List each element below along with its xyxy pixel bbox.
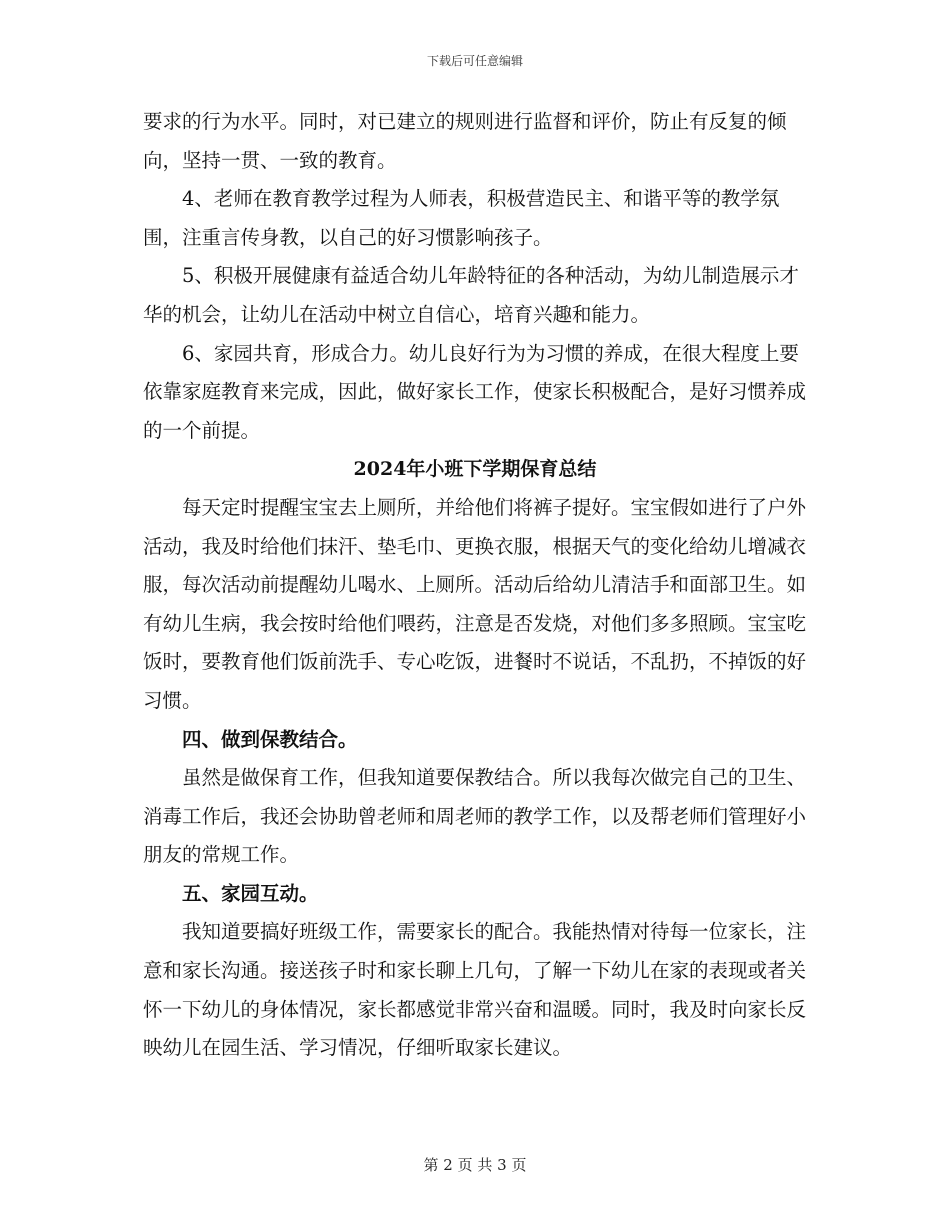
paragraph-item-5: 5、积极开展健康有益适合幼儿年龄特征的各种活动，为幼儿制造展示才华的机会，让幼儿在活动中树立自信心，培育兴趣和能力。 (143, 264, 799, 326)
document-title: 2024年小班下学期保育总结 (353, 458, 597, 481)
paragraph-home-school: 我知道要搞好班级工作，需要家长的配合。我能热情对待每一位家长，注意和家长沟通。接送孩子时和家长聊上几句，了解一下幼儿在家的表现或者关怀一下幼儿的身体情况，家长都感觉非常兴奋和温暖。同时，我及时向家长反映幼儿在园生活、学习情况，仔细听取家长建议。 (143, 920, 807, 1060)
paragraph-care-routine: 每天定时提醒宝宝去上厕所，并给他们将裤子提好。宝宝假如进行了户外活动，我及时给他们抹汗、垫毛巾、更换衣服，根据天气的变化给幼儿增减衣服，每次活动前提醒幼儿喝水、上厕所。活动后给幼儿清洁手和面部卫生。如有幼儿生病，我会按时给他们喂药，注意是否发烧，对他们多多照顾。宝宝吃饭时，要教育他们饭前洗手、专心吃饭，进餐时不说话，不乱扔，不掉饭的好习惯。 (143, 495, 807, 712)
page-number: 第 2 页 共 3 页 (423, 1156, 527, 1174)
paragraph-item-4: 4、老师在教育教学过程为人师表，积极营造民主、和谐平等的教学氛围，注重言传身教，以自己的好习惯影响孩子。 (143, 187, 780, 249)
paragraph-education-care: 虽然是做保育工作，但我知道要保教结合。所以我每次做完自己的卫生、消毒工作后，我还会协助曾老师和周老师的教学工作，以及帮老师们管理好小朋友的常规工作。 (143, 766, 807, 867)
section-heading-5: 五、家园互动。 (182, 881, 319, 905)
paragraph-continuation: 要求的行为水平。同时，对已建立的规则进行监督和评价，防止有反复的倾向，坚持一贯、一致的教育。 (143, 110, 787, 172)
page-header-note: 下载后可任意编辑 (426, 54, 523, 68)
paragraph-item-6: 6、家园共育，形成合力。幼儿良好行为为习惯的养成，在很大程度上要依靠家庭教育来完成，因此，做好家长工作，使家长积极配合，是好习惯养成的一个前提。 (143, 341, 807, 442)
section-heading-4: 四、做到保教结合。 (182, 727, 358, 751)
document-body (143, 103, 807, 1068)
